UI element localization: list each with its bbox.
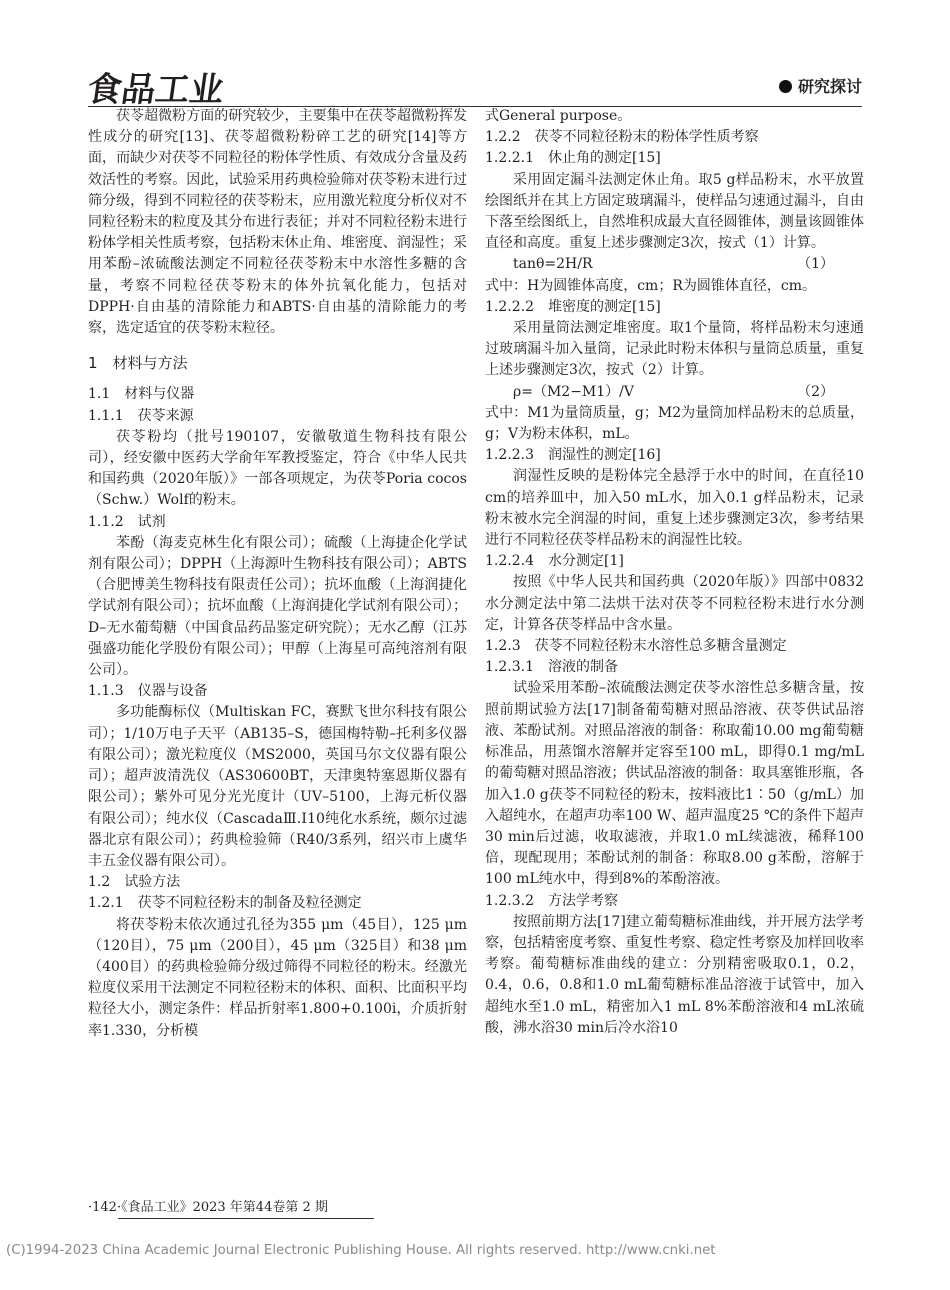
subsection-heading: 1.2.3.2 方法学考察 [485, 892, 618, 909]
paragraph: 试验采用苯酚–浓硫酸法测定茯苓水溶性总多糖含量，按照前期试验方法[17]制备葡萄糖对照品溶液、茯苓供试品溶液、苯酚试剂。对照品溶液的制备：称取葡10.00 mg葡萄糖标准品，用蒸馏水溶解并定容至100 mL，即得0.1 mg/mL的葡萄糖对照品溶液；供试品溶液的制备：取具塞锥形瓶，各加入1.0 g茯苓不同粒径的粉末，按料液比1∶50（g/mL）加入超纯水，在超声功率100 W、超声温度25 ℃的条件下超声30 min后过滤，收取滤液，并取1.0 mL续滤液，稀释100倍，现配现用；苯酚试剂的制备：称取8.00 g苯酚，溶解于100 mL纯水中，得到8%的苯酚溶液。 [485, 680, 864, 888]
section-tag [779, 74, 862, 97]
equation-number: （1） [797, 256, 834, 273]
paragraph: 按照前期方法[17]建立葡萄糖标准曲线，并开展方法学考察，包括精密度考察、重复性考察、稳定性考察及加样回收率考察。葡萄糖标准曲线的建立：分别精密吸取0.1，0.2，0.4，0.6，0.8和1.0 mL葡萄糖标准品溶液于试管中，加入超纯水至1.0 mL，精密加入1 mL 8%苯酚溶液和4 mL浓硫酸，沸水浴30 min后冷水浴10 [485, 913, 864, 1036]
subsection-heading: 1.2.2 茯苓不同粒径粉末的粉体学性质考察 [485, 129, 759, 146]
equation [485, 254, 864, 275]
subsection-heading: 1.1.1 茯苓来源 [88, 407, 194, 424]
paragraph: 苯酚（海麦克林生化有限公司）；硫酸（上海捷企化学试剂有限公司）；DPPH（上海源叶生物科技有限公司）；ABTS（合肥博美生物科技有限责任公司）；抗坏血酸（上海润捷化学试剂有限公司）；抗坏血酸（上海润捷化学试剂有限公司）；D–无水葡萄糖（中国食品药品鉴定研究院）；无水乙醇（江苏强盛功能化学股份有限公司）；甲醇（上海星可高纯溶剂有限公司）。 [88, 534, 467, 679]
subsection-heading: 1.2.2.2 堆密度的测定[15] [485, 298, 661, 315]
paragraph: 采用固定漏斗法测定休止角。取5 g样品粉末，水平放置绘图纸并在其上方固定玻璃漏斗，使样品匀速通过漏斗，自由下落至绘图纸上，自然堆积成最大直径圆锥体，测量该圆锥体直径和高度。重复上述步骤测定3次，按式（1）计算。 [485, 171, 864, 252]
paragraph: 按照《中华人民共和国药典（2020年版）》四部中0832水分测定法中第二法烘干法对茯苓不同粒径粉末进行水分测定，计算各茯苓样品中含水量。 [485, 574, 864, 633]
left-column [88, 106, 467, 1042]
subsection-heading: 1.1.2 试剂 [88, 513, 166, 530]
page-header [84, 60, 862, 110]
section-heading: 1 材料与方法 [88, 354, 188, 373]
footer-rule [118, 1218, 374, 1219]
paragraph: 多功能酶标仪（Multiskan FC，赛默飞世尔科技有限公司）；1/10万电子天平（AB135–S，德国梅特勒–托利多仪器有限公司）；激光粒度仪（MS2000，英国马尔文仪器有限公司）；超声波清洗仪（AS30600BT，天津奥特塞恩斯仪器有限公司）；紫外可见分光光度计（UV–5100，上海元析仪器有限公司）；纯水仪（CascadaⅢ.Ⅰ10纯化水系统，颇尔过滤器北京有限公司）；药典检验筛（R40/3系列，绍兴市上虞华丰五金仪器有限公司）。 [88, 704, 467, 869]
subsection-heading: 1.2 试验方法 [88, 874, 181, 891]
subsection-heading: 1.2.3 茯苓不同粒径粉末水溶性总多糖含量测定 [485, 638, 787, 655]
paragraph: 式中：H为圆锥体高度，cm；R为圆锥体直径，cm。 [485, 277, 816, 294]
subsection-heading: 1.1 材料与仪器 [88, 386, 195, 403]
subsection-heading: 1.2.1 茯苓不同粒径粉末的制备及粒径测定 [88, 895, 362, 912]
paragraph: 茯苓粉均（批号190107，安徽敬道生物科技有限公司），经安徽中医药大学俞年军教授鉴定，符合《中华人民共和国药典（2020年版）》一部各项规定，为茯苓Poria cocos（Schw.）Wolf的粉末。 [88, 428, 467, 509]
page-number: ·142· [88, 1200, 122, 1215]
subsection-heading: 1.2.2.1 休止角的测定[15] [485, 150, 661, 167]
paragraph: 茯苓超微粉方面的研究较少，主要集中在茯苓超微粉挥发性成分的研究[13]、茯苓超微粉粉碎工艺的研究[14]等方面，而缺少对茯苓不同粒径的粉体学性质、有效成分含量及药效活性的考察。因此，试验采用药典检验筛对茯苓粉末进行过筛分级，得到不同粒径的茯苓粉末，应用激光粒度分析仪对不同粒径粉末的粒度及其分布进行表征；并对不同粒径粉末进行粉体学相关性质考察，包括粉末休止角、堆密度、润湿性；采用苯酚–浓硫酸法测定不同粒径茯苓粉末中水溶性多糖的含量，考察不同粒径茯苓粉末的体外抗氧化能力，包括对DPPH·自由基的清除能力和ABTS·自由基的清除能力的考察，选定适宜的茯苓粉末粒径。 [88, 108, 467, 337]
subsection-heading: 1.2.2.4 水分测定[1] [485, 553, 624, 570]
equation-number: （2） [797, 383, 834, 400]
paragraph: 采用量筒法测定堆密度。取1个量筒，将样品粉末匀速通过玻璃漏斗加入量筒，记录此时粉末体积与量筒总质量，重复上述步骤测定3次，按式（2）计算。 [485, 320, 864, 379]
journal-citation: 《食品工业》2023 年第44卷第 2 期 [121, 1200, 328, 1215]
paragraph: 式中：M1为量筒质量，g；M2为量筒加样品粉末的总质量，g；V为粉末体积，mL。 [485, 404, 864, 443]
equation [485, 382, 864, 403]
section-label: 研究探讨 [797, 77, 862, 96]
right-column [485, 106, 864, 1039]
page-footer [88, 1196, 328, 1215]
paragraph: 将茯苓粉末依次通过孔径为355 μm（45目），125 μm（120目），75 μm（200目），45 μm（325目）和38 μm（400目）的药典检验筛分级过筛得不同粒径的粉末。经激光粒度仪采用干法测定不同粒径粉末的体积、面积、比面积平均粒径大小，测定条件：样品折射率1.800+0.100i，介质折射率1.330，分析模 [88, 916, 467, 1039]
journal-logo: 食品工业 [84, 70, 227, 110]
subsection-heading: 1.2.3.1 溶液的制备 [485, 659, 618, 676]
equation-text: tanθ=2H/R [513, 256, 593, 273]
paragraph: 润湿性反映的是粉体完全悬浮于水中的时间，在直径10 cm的培养皿中，加入50 mL水，加入0.1 g样品粉末，记录粉末被水完全润湿的时间，重复上述步骤测定3次，参考结果进行不同粒径茯苓样品粉末的润湿性比较。 [485, 468, 864, 549]
bullet-icon [779, 80, 792, 93]
equation-text: ρ=（M2−M1）/V [513, 383, 635, 400]
subsection-heading: 1.1.3 仪器与设备 [88, 683, 208, 700]
paragraph: 式General purpose。 [485, 108, 632, 124]
copyright-notice: (C)1994-2023 China Academic Journal Electronic Publishing House. All rights reserved. http://www.cnki.net [6, 1243, 716, 1258]
subsection-heading: 1.2.2.3 润湿性的测定[16] [485, 447, 661, 464]
